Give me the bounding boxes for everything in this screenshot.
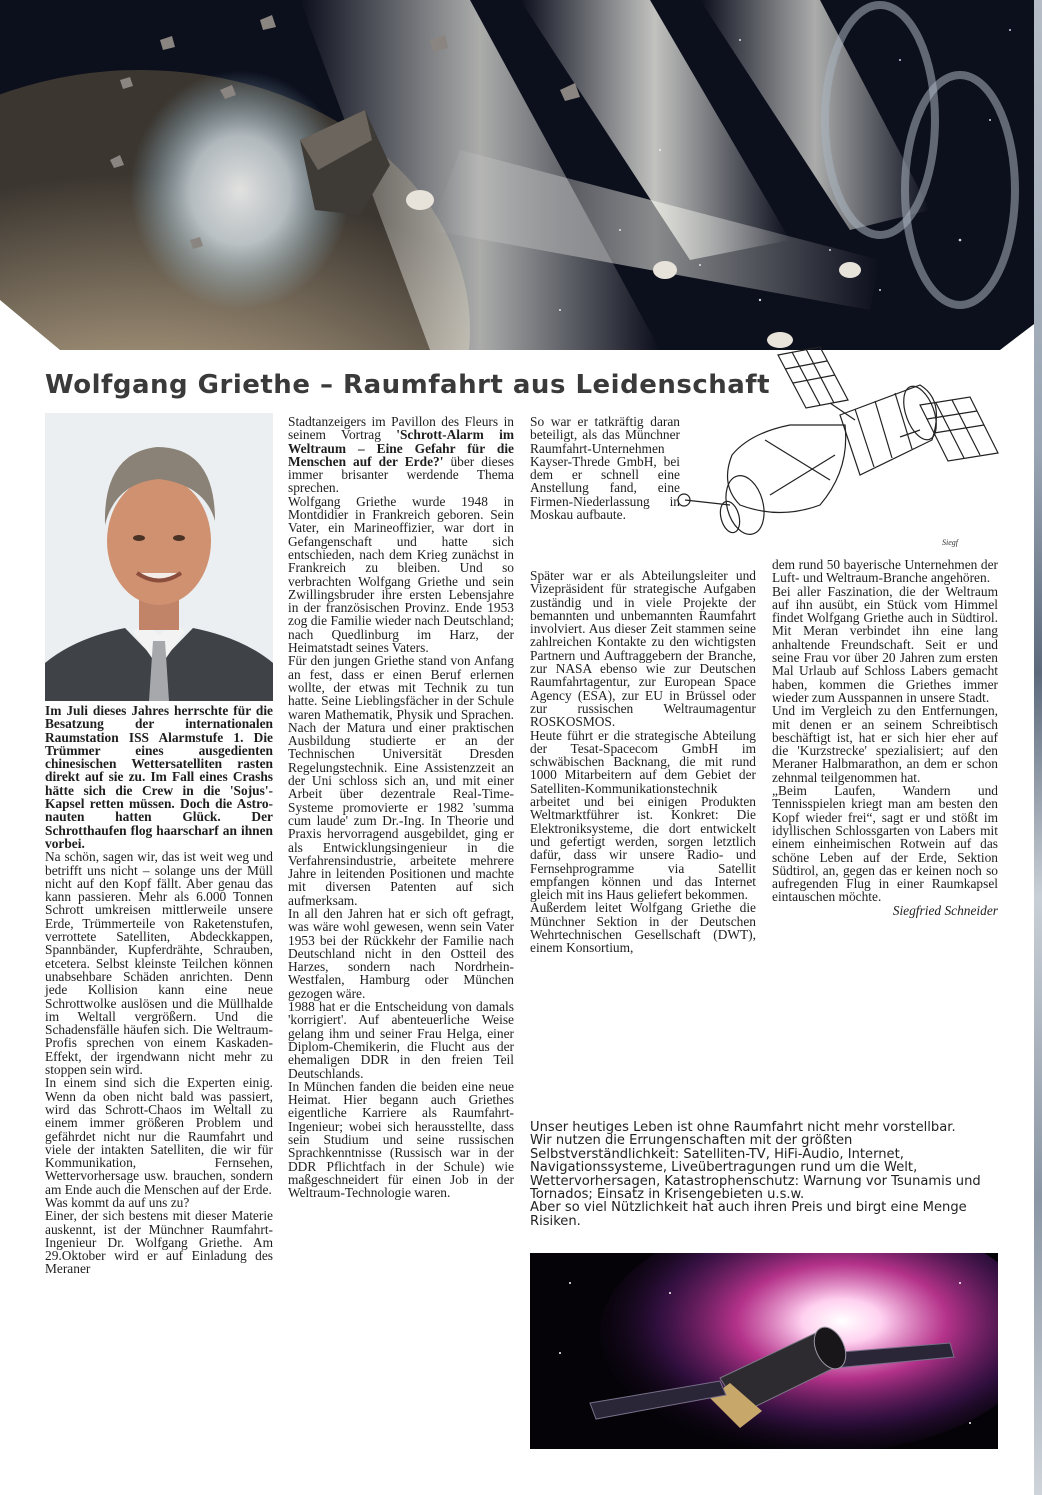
article-column-3 [530, 569, 756, 955]
paragraph: Na schön, sagen wir, das ist weit weg und betrifft uns nicht – solange uns der Müll nicht auf den Kopf fällt. Aber genau das kann passieren. Mehr als 6.000 Tonnen Schrott umkreisen mittlerweile unsere Erde, Trümmerteile von Raketenstufen, verrottete Satelliten, Abdeckkappen, Spannbänder, Kupferdrähte, Schrauben, etcetera. Selbst kleinste Teilchen können unabsehbare Schäden anrichten. Denn jede Kollision kann eine neue Schrottwolke auslösen und die Müllhalde im Weltall vergrößern. Und die Schadensfälle häufen sich. Die Weltraum-Profis sprechen von einem Kaskaden-Effekt, der irgendwann nicht mehr zu stoppen sein wird. [45, 849, 273, 1078]
paragraph: So war er tatkräftig daran beteiligt, als das Münchner Raumfahrt-Unternehmen Kayser-Threde GmbH, bei dem er schnell eine Anstellung fand, eine Firmen-Niederlassung in Moskau aufbaute. [530, 414, 680, 523]
paragraph: Außerdem leitet Wolfgang Griethe die Münchner Sektion in der Deutschen Wehrtechnischen Gesellschaft (DWT), einem Konsortium, [530, 900, 756, 956]
paragraph: In einem sind sich die Experten einig. Wenn da oben nicht bald was passiert, wird das Schrott-Chaos im Weltall zu einem immer größeren Problem und gefährdet nicht nur die Raumfahrt und viele der intakten Satelliten, die wir für Kommunikation, Fernsehen, Wettervorhersage usw. brauchen, sondern am Ende auch die Menschen auf der Erde. [45, 1075, 273, 1197]
article-column-3-top [530, 415, 680, 521]
paragraph: In München fanden die beiden eine neue Heimat. Hier begann auch Griethes eigentliche Karriere als Raumfahrt-Ingenieur; wobei sich herausstellte, dass sein Studium und seine russischen Sprachkenntnisse (Russisch war in der DDR Pflichtfach in der Schule) wie maßgeschneidert für einen Job in der Weltraum-Technologie waren. [288, 1078, 514, 1201]
paragraph [288, 415, 514, 495]
page-edge-strip [1034, 0, 1042, 1495]
paragraph: Für den jungen Griethe stand von Anfang an fest, dass er einen Beruf erlernen wollte, der etwas mit Technik zu tun hatte. Seine Lieblingsfächer in der Schule waren Mathematik, Physik und Sprachen. Nach der Matura und einer praktischen Ausbildung studierte er an der Technischen Universität Dresden Regelungstechnik. Eine Assistenzzeit an der Uni schloss sich an, und mit einer Arbeit über dezentrale Real-Time-Systeme promovierte er 1982 'summa cum laude' zum Dr.-Ing. In Theorie und Praxis hervorragend ausgebildet, ging er als Entwicklungsingenieur in die Verfahrensindustrie, arbeitete mehrere Jahre in leitenden Positionen und machte mit diversen Patenten auf sich aufmerksam. [288, 653, 514, 908]
paragraph: Heute führt er die strategische Abteilung der Tesat-Spacecom GmbH im schwäbischen Backnang, die mit rund 1000 Mitarbeitern auf dem Gebiet der Satelliten-Kommunikationstechnik arbeitet und bei einigen Produkten Weltmarktführer ist. Konkret: Die Elektroniksysteme, die dort entwickelt und gefertigt werden, sorgen letztlich dafür, dass wir unsere Radio- und Fernsehprogramme via Satellit empfangen können und das Internet gleich mit ins Haus geliefert bekommen. [530, 727, 756, 903]
satellite-photo [530, 1253, 998, 1449]
article-column-2 [288, 415, 514, 1200]
article-headline: Wolfgang Griethe – Raumfahrt aus Leidenschaft [45, 370, 771, 400]
text-run: Stadtanzeigers im Pavillon des Fleurs in seinem Vortrag [288, 414, 514, 443]
text-run: über dieses immer brisanter werdende Thema sprechen. [288, 453, 514, 496]
info-paragraph: Unser heutiges Leben ist ohne Raumfahrt nicht mehr vorstellbar. [530, 1120, 956, 1135]
lead-paragraph: Im Juli dieses Jahres herrschte für die Besatzung der internationalen Raumstation ISS Alarmstufe 1. Die Trümmer eines ausgedienten chinesischen Wettersatelliten rasten direkt auf sie zu. Im Fall eines Crashs hätte sich die Crew in die 'Sojus'-Kapsel retten müssen. Doch die Astro-nauten hatten Glück. Der Schrotthaufen flog haarscharf an ihnen vorbei. [45, 703, 273, 851]
article-column-1 [45, 704, 273, 1276]
article-column-4 [772, 558, 998, 917]
paragraph: Später war er als Abteilungsleiter und Vizepräsident für strategische Aufgaben zuständig und in viele Projekte der bemannten und unbemannten Raumfahrt involviert. Aus dieser Zeit stammen seine zahlreichen Kontakte zu den wichtigsten Partnern und Auftraggebern der Branche, zur NASA ebenso wie zur Deutschen Raumfahrtagentur, zur European Space Agency (ESA), zur EU in Brüssel oder zur russischen Weltraumagentur ROSKOSMOS. [530, 568, 756, 730]
paragraph: Und im Vergleich zu den Entfernungen, mit denen er an seinem Schreibtisch beschäftigt ist, hat er sich hier eher auf die 'Kurzstrecke' spezialisiert; auf den Meraner Halbmarathon, an dem er schon zehnmal teilgenommen hat. [772, 703, 998, 785]
paragraph: Was kommt da auf uns zu? [45, 1194, 190, 1210]
paragraph: „Beim Laufen, Wandern und Tennisspielen kriegt man am besten den Kopf wieder frei“, sagt er und stößt im idyllischen Schlossgarten von Labers mit einem einheimischen Rotwein auf das schöne Leben auf der Erde, Sektion Südtirol, an, gegen das er keinen noch so aufregenden Flug in einer Raumkapsel eintauschen möchte. [772, 783, 998, 905]
info-paragraph: Aber so viel Nützlichkeit hat auch ihren Preis und birgt eine Menge Risiken. [530, 1200, 967, 1229]
paragraph: Wolfgang Griethe wurde 1948 in Montdidier in Frankreich geboren. Sein Vater, ein Marineoffizier, war dort in Gefangenschaft und hatte sich entschieden, nach dem Krieg zunächst in Frankreich zu bleiben. Und so verbrachten Wolfgang Griethe und sein Zwillingsbruder ihre ersten Lebensjahre in der französischen Provinz. Ende 1953 zog die Familie wieder nach Deutschland; nach Quedlinburg im Harz, der Heimatstadt seines Vaters. [288, 493, 514, 656]
satellite-line-drawing [670, 345, 1000, 550]
author-signature: Siegfried Schneider [892, 902, 998, 918]
paragraph: 1988 hat er die Entscheidung von damals 'korrigiert'. Auf abenteuerliche Weise gelang ihm und seiner Frau Helga, einer Diplom-Chemikerin, die Flucht aus der ehemaligen DDR in den freien Teil Deutschlands. [288, 999, 514, 1081]
paragraph: In all den Jahren hat er sich oft gefragt, was wäre wohl gewesen, wenn sein Vater 1953 bei der Rückkehr der Familie nach Deutschland nicht in den Ostteil des Harzes, sondern nach Nordrhein-Westfalen, Hamburg oder München gezogen wäre. [288, 905, 514, 1001]
paragraph: Bei aller Faszination, die der Weltraum auf ihn ausübt, ein Stück vom Himmel findet Wolfgang Griethe auch in Südtirol. Mit Meran verbindet ihn eine lang anhaltende Freundschaft. Seit er und seine Frau vor über 20 Jahren zum ersten Mal Urlaub auf Schloss Labers gemacht haben, kommen die Griethes immer wieder zum Ausspannen in unsere Stadt. [772, 583, 998, 705]
info-box [530, 1121, 1000, 1228]
portrait-photo [45, 413, 273, 701]
paragraph: dem rund 50 bayerische Unternehmen der Luft- und Weltraum-Branche angehören. [772, 557, 998, 586]
space-debris-illustration [0, 0, 1042, 350]
drawing-signature: Siegf [942, 538, 958, 547]
info-paragraph: Wir nutzen die Errungenschaften mit der größten Selbstverständlichkeit: Satelliten-TV, HiFi-Audio, Internet, Navigationssysteme, Liveübertragungen rund um die Welt, Wettervorhersagen, Katastrophenschutz: Warnung vor Tsunamis und Tornados; Einsatz in Krisengebieten u.s.w. [530, 1133, 981, 1203]
paragraph: Einer, der sich bestens mit dieser Materie auskennt, ist der Münchner Raumfahrt-Ingenieur Dr. Wolfgang Griethe. Am 29.Oktober wird er auf Einladung des Meraner [45, 1208, 273, 1277]
lecture-title: 'Schrott-Alarm im Weltraum – Eine Gefahr für die Menschen auf der Erde?' [288, 427, 514, 469]
